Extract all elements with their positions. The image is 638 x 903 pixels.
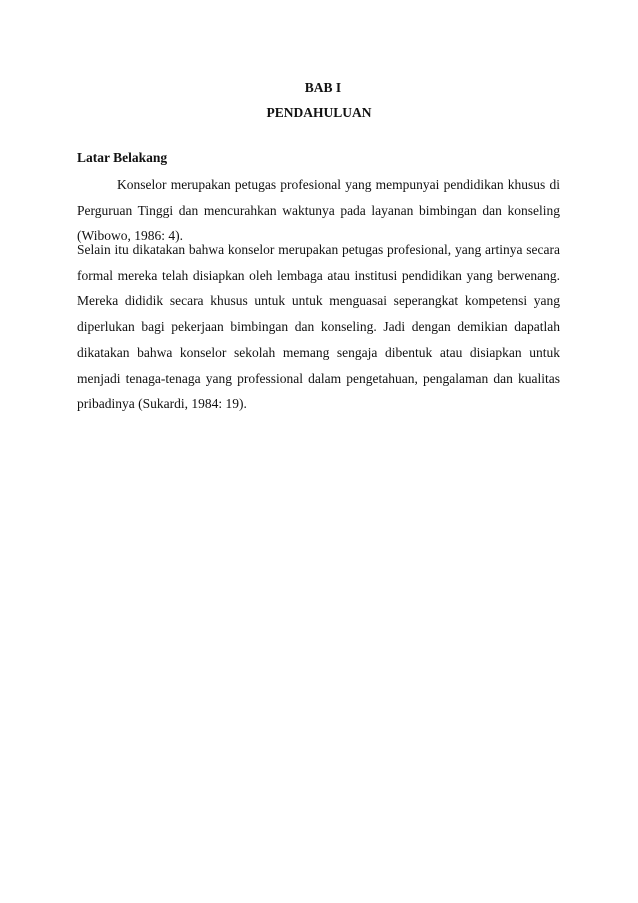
- chapter-title: PENDAHULUAN: [266, 105, 372, 120]
- section-title: Latar Belakang: [77, 150, 168, 165]
- paragraph-1: Konselor merupakan petugas profesional yang mempunyai pendidikan khusus di Perguruan Tinggi dan mencurahkan waktunya pada layanan bimbingan dan konseling (Wibowo, 1986: 4).: [77, 177, 560, 244]
- chapter-label: BAB I: [304, 80, 342, 95]
- paragraph-2: Selain itu dikatakan bahwa konselor merupakan petugas profesional, yang artinya secara formal mereka telah disiapkan oleh lembaga atau institusi pendidikan yang berwenang. Mereka dididik secara khusus untuk untuk menguasai seperangkat kompetensi yang diperlukan bagi pekerjaan bimbingan dan konseling. Jadi dengan demikian dapatlah dikatakan bahwa konselor sekolah memang sengaja dibentuk atau disiapkan untuk menjadi tenaga-tenaga yang professional dalam pengetahuan, pengalaman dan kualitas pribadinya (Sukardi, 1984: 19).: [77, 242, 560, 412]
